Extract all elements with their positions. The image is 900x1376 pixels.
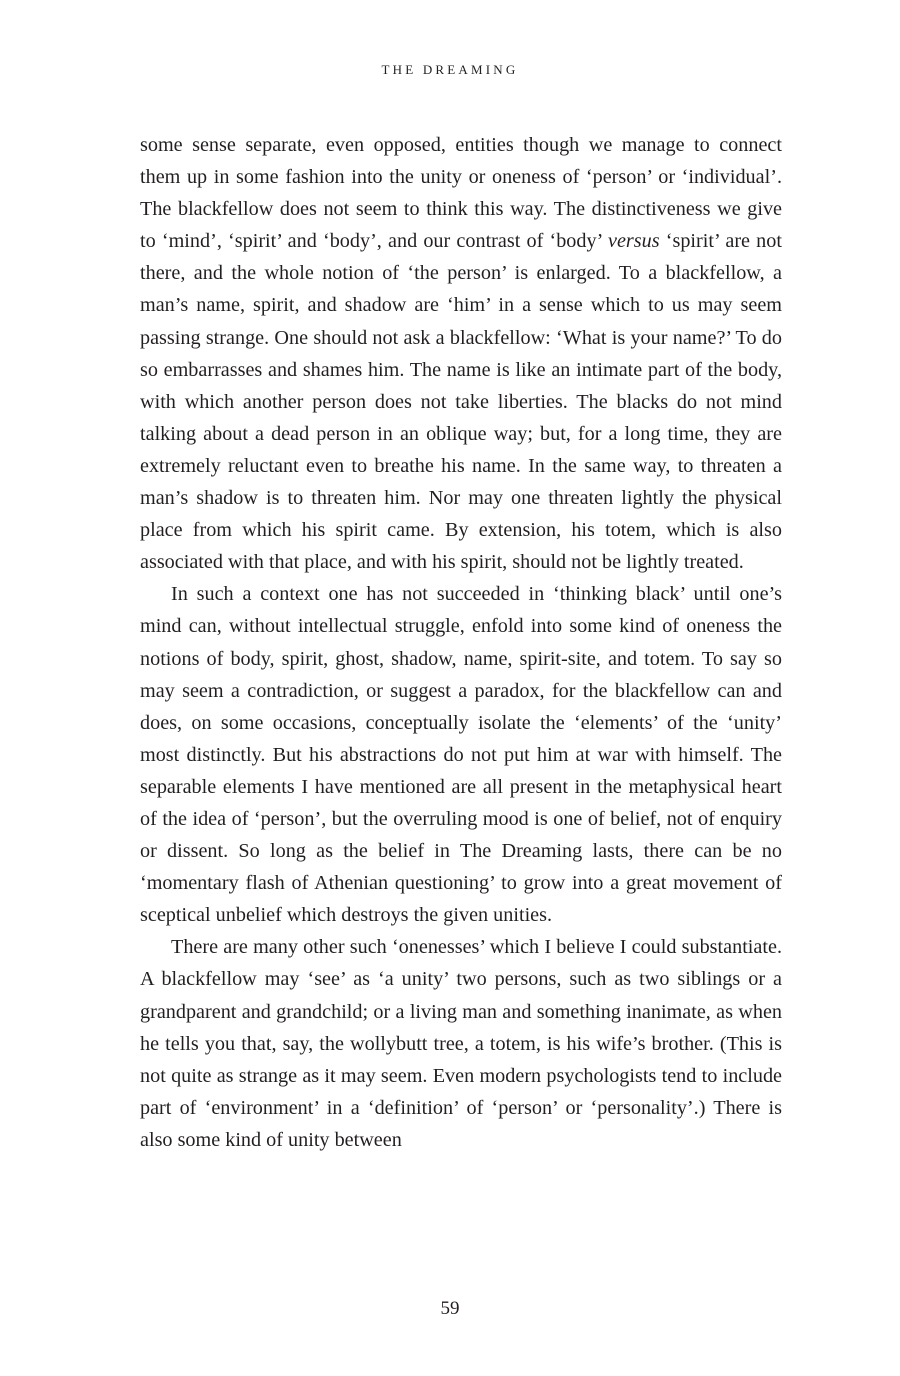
body-text bbox=[140, 129, 782, 1156]
emphasis-versus: versus bbox=[607, 230, 660, 253]
running-head: THE DREAMING bbox=[381, 62, 519, 77]
paragraph-3: There are many other such ‘onenesses’ which I believe I could substantiate. A blackfellow may ‘see’ as ‘a unity’ two persons, such as two siblings or a grandparent and grandchild; or a living man and something inanimate, as when he tells you that, say, the wollybutt tree, a totem, is his wife’s brother. (This is not quite as strange as it may seem. Even modern psychologists tend to include part of ‘environment’ in a ‘definition’ of ‘person’ or ‘personality’.) There is also some kind of unity between bbox=[140, 936, 782, 1151]
paragraph-1: some sense separate, even opposed, entities though we manage to connect them up in some fashion into the unity or oneness of ‘person’ or ‘individual’. The blackfellow does not seem to think this way. The distinctiveness we give to ‘mind’, ‘spirit’ and ‘body’, and our contrast of ‘body’ versus ‘spirit’ are not there, and the whole notion of ‘the person’ is enlarged. To a blackfellow, a man’s name, spirit, and shadow are ‘him’ in a sense which to us may seem passing strange. One should not ask a blackfellow: ‘What is your name?’ To do so embarrasses and shames him. The name is like an intimate part of the body, with which another person does not take liberties. The blacks do not mind talking about a dead person in an oblique way; but, for a long time, they are extremely reluctant even to breathe his name. In the same way, to threaten a man’s shadow is to threaten him. Nor may one threaten lightly the physical place from which his spirit came. By extension, his totem, which is also associated with that place, and with his spirit, should not be lightly treated. bbox=[140, 134, 782, 574]
page-number: 59 bbox=[440, 1298, 460, 1319]
paragraph-2: In such a context one has not succeeded in ‘thinking black’ until one’s mind can, without intellectual struggle, enfold into some kind of oneness the notions of body, spirit, ghost, shadow, name, spirit-site, and totem. To say so may seem a contradiction, or suggest a paradox, for the blackfellow can and does, on some occasions, conceptually isolate the ‘elements’ of the ‘unity’ most distinctly. But his abstractions do not put him at war with himself. The separable elements I have mentioned are all present in the metaphysical heart of the idea of ‘person’, but the overruling mood is one of belief, not of enquiry or dissent. So long as the belief in The Dreaming lasts, there can be no ‘momentary flash of Athenian questioning’ to grow into a great movement of sceptical unbelief which destroys the given unities. bbox=[140, 583, 782, 927]
